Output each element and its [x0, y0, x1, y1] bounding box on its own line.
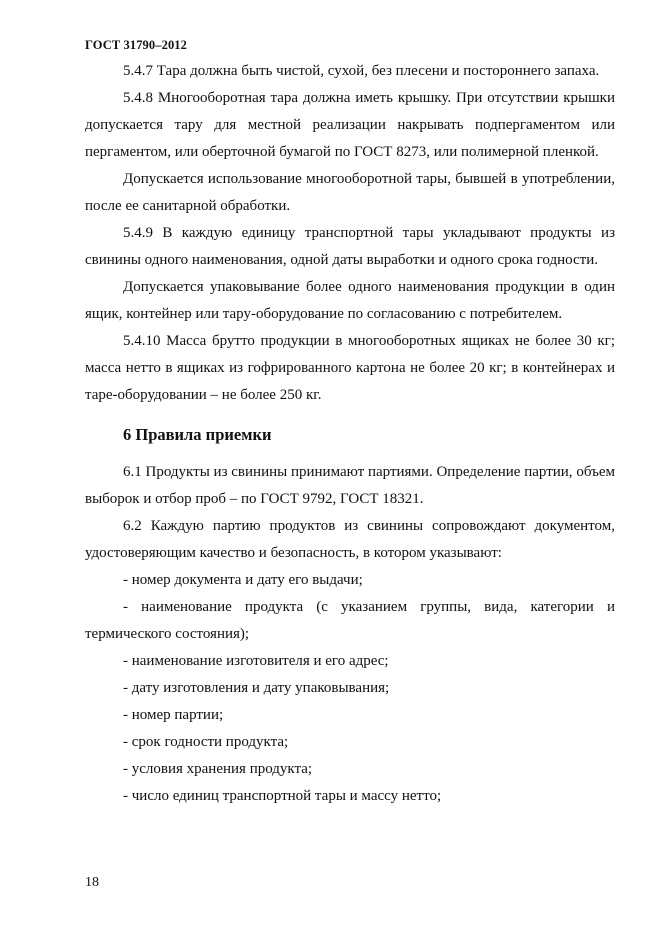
- list-item: - дату изготовления и дату упаковывания;: [123, 680, 390, 696]
- paragraph-5-4-7: 5.4.7 Тара должна быть чистой, сухой, без плесени и постороннего запаха.: [123, 63, 600, 79]
- paragraph-5-4-8: 5.4.8 Многооборотная тара должна иметь крышку. При отсутствии крышки допускается тару для местной реализации накрывать подпергаментом или пергаментом, или оберточной бумагой по ГОСТ 8273, или полимерной пленкой.: [85, 90, 615, 160]
- list-item: - условия хранения продукта;: [123, 761, 313, 777]
- list-item: - число единиц транспортной тары и массу нетто;: [123, 788, 442, 804]
- paragraph-6-1: 6.1 Продукты из свинины принимают партиями. Определение партии, объем выборок и отбор проб – по ГОСТ 9792, ГОСТ 18321.: [85, 464, 615, 507]
- paragraph-5-4-10: 5.4.10 Масса брутто продукции в многооборотных ящиках не более 30 кг; масса нетто в ящиках из гофрированного картона не более 20 кг; в контейнерах и таре-оборудовании – не более 250 кг.: [85, 333, 615, 403]
- list-item: - наименование продукта (с указанием группы, вида, категории и термического состояния);: [85, 599, 615, 642]
- page-body: [85, 58, 615, 810]
- list-item: - наименование изготовителя и его адрес;: [123, 653, 389, 669]
- section-heading: 6 Правила приемки: [123, 425, 272, 444]
- list-item: - срок годности продукта;: [123, 734, 289, 750]
- list-item: - номер партии;: [123, 707, 224, 723]
- document-header-code: ГОСТ 31790–2012: [85, 38, 188, 52]
- list-item: - номер документа и дату его выдачи;: [123, 572, 363, 588]
- paragraph-reuse-allowed: Допускается использование многооборотной тары, бывшей в употреблении, после ее санитарной обработки.: [85, 171, 615, 214]
- paragraph-5-4-9: 5.4.9 В каждую единицу транспортной тары укладывают продукты из свинины одного наименования, одной даты выработки и одного срока годности.: [85, 225, 615, 268]
- page-number: 18: [85, 875, 99, 890]
- paragraph-6-2: 6.2 Каждую партию продуктов из свинины сопровождают документом, удостоверяющим качество и безопасность, в котором указывают:: [85, 518, 615, 561]
- paragraph-packing-allowed: Допускается упаковывание более одного наименования продукции в один ящик, контейнер или тару-оборудование по согласованию с потребителем.: [85, 279, 615, 322]
